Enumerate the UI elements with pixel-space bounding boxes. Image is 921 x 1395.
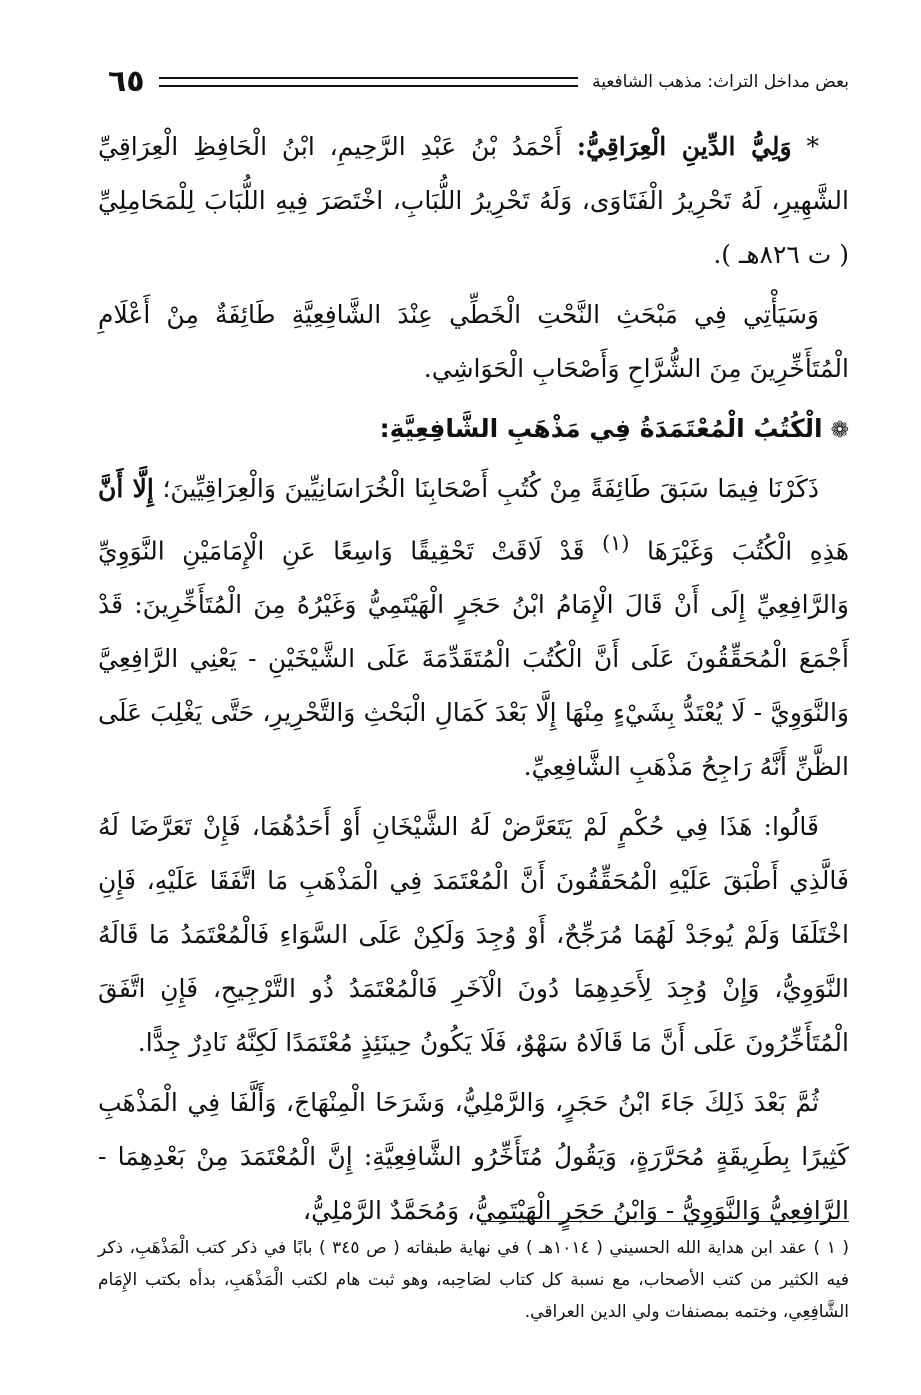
footnote-marker: (١) xyxy=(602,531,630,555)
paragraph-text-bold: إِلَّا أَنَّ xyxy=(98,474,154,503)
section-heading-text: الْكُتُبُ الْمُعْتَمَدَةُ فِي مَذْهَبِ الشَّافِعِيَّةِ: xyxy=(379,414,823,443)
entry-name: وَلِيُّ الدِّينِ الْعِرَاقِيُّ: xyxy=(576,132,792,161)
paragraph-relied-books xyxy=(98,462,849,794)
flower-icon: ❁ xyxy=(830,418,849,443)
running-title: بعض مداخل التراث: مذهب الشافعية xyxy=(592,72,849,92)
paragraph-text-a: ذَكَرْنَا فِيمَا سَبَقَ طَائِفَةً مِنْ كُتُبِ أَصْحَابِنَا الْخُرَاسَانِيِّينَ وَالْعِرَاقِيِّينَ؛ xyxy=(162,474,819,503)
page-number: ٦٥ xyxy=(108,64,145,99)
paragraph-they-said: قَالُوا: هَذَا فِي حُكْمٍ لَمْ يَتَعَرَّضْ لَهُ الشَّيْخَانِ أَوْ أَحَدُهُمَا، فَإِنْ تَعَرَّضَا لَهُ فَالَّذِي أَطْبَقَ عَلَيْهِ الْمُحَقِّقُونَ أَنَّ الْمُعْتَمَدَ فِي الْمَذْهَبِ مَا اتَّفَقَا عَلَيْهِ، فَإِنِ اخْتَلَفَا وَلَمْ يُوجَدْ لَهُمَا مُرَجِّحٌ، أَوْ وُجِدَ وَلَكِنْ عَلَى السَّوَاءِ فَالْمُعْتَمَدُ مَا قَالَهُ النَّوَوِيُّ، وَإِنْ وُجِدَ لِأَحَدِهِمَا دُونَ الْآخَرِ فَالْمُعْتَمَدُ ذُو التَّرْجِيحِ، فَإِنِ اتَّفَقَ الْمُتَأَخِّرُونَ عَلَى أَنَّ مَا قَالَاهُ سَهْوٌ، فَلَا يَكُونُ حِينَئِذٍ مُعْتَمَدًا لَكِنَّهُ نَادِرٌ جِدًّا. xyxy=(98,812,849,1058)
page-header xyxy=(108,62,849,102)
paragraph-after-that: ثُمَّ بَعْدَ ذَلِكَ جَاءَ ابْنُ حَجَرٍ، وَالرَّمْلِيُّ، وَشَرَحَا الْمِنْهَاجَ، وَأَلَّفَا فِي الْمَذْهَبِ كَثِيرًا بِطَرِيقَةٍ مُحَرَّرَةٍ، وَيَقُولُ مُتَأَخِّرُو الشَّافِعِيَّةِ: إِنَّ الْمُعْتَمَدَ مِنْ بَعْدِهِمَا - الرَّافِعِيُّ وَالنَّوَوِيُّ - وَابْنُ حَجَرٍ الْهَيْتَمِيُّ، وَمُحَمَّدٌ الرَّمْلِيُّ، xyxy=(98,1088,849,1226)
paragraph-text-d: قَدْ لَاقَتْ تَحْقِيقًا وَاسِعًا عَنِ الْإِمَامَيْنِ النَّوَوِيِّ وَالرَّافِعِيِّ إِلَى أَنْ قَالَ الْإِمَامُ ابْنُ حَجَرٍ الْهَيْتَمِيُّ وَغَيْرُهُ مِنَ الْمُتَأَخِّرِينَ: قَدْ أَجْمَعَ الْمُحَقِّقُونَ عَلَى أَنَّ الْكُتُبَ الْمُتَقَدِّمَةَ عَلَى الشَّيْخَيْنِ - يَعْنِي الرَّافِعِيَّ وَالنَّوَوِيَّ - لَا يُعْتَدُّ بِشَيْءٍ مِنْهَا إِلَّا بَعْدَ كَمَالِ الْبَحْثِ وَالتَّحْرِيرِ، حَتَّى يَغْلِبَ عَلَى الظَّنِّ أَنَّهُ رَاجِحُ مَذْهَبِ الشَّافِعِيِّ. xyxy=(98,536,849,782)
page-body xyxy=(98,120,849,1244)
header-rule xyxy=(159,77,578,87)
entry-text: أَحْمَدُ بْنُ عَبْدِ الرَّحِيمِ، ابْنُ الْحَافِظِ الْعِرَاقِيِّ الشَّهِيرِ، لَهُ تَحْرِيرُ الْفَتَاوَى، وَلَهُ تَحْرِيرُ اللُّبَابِ، اخْتَصَرَ فِيهِ اللُّبَابَ لِلْمَحَامِلِيِّ ( ت ٨٢٦هـ ). xyxy=(98,132,849,269)
footnote-text: ( ١ ) عقد ابن هداية الله الحسيني ( ١٠١٤هـ ) في نهاية طبقاته ( ص ٣٤٥ ) بابًا في ذكر كتب الْمَذْهَبِ، ذكر فيه الكثير من كتب الأصحاب، مع نسبة كل كتاب لصَاحِبه، وهو ثبت هام لكتب الْمَذْهَبِ، بدأه بكتب الإِمَام الشَّافِعِي، وختمه بمصنفات ولي الدين العراقي. xyxy=(98,1238,849,1322)
paragraph-upcoming-section: وَسَيَأْتِي فِي مَبْحَثِ النَّحْتِ الْخَطِّي عِنْدَ الشَّافِعِيَّةِ طَائِفَةٌ مِنْ أَعْلَامِ الْمُتَأَخِّرِينَ مِنَ الشُّرَّاحِ وَأَصْحَابِ الْحَوَاشِي. xyxy=(98,300,849,383)
footnote-rule xyxy=(489,1221,849,1222)
footnote xyxy=(98,1232,849,1328)
paragraph-text-c: هَذِهِ الْكُتُبَ وَغَيْرَهَا xyxy=(646,536,850,566)
paragraph-wali-al-din xyxy=(98,120,849,282)
bullet-star: * xyxy=(806,132,819,161)
section-heading xyxy=(98,402,849,458)
